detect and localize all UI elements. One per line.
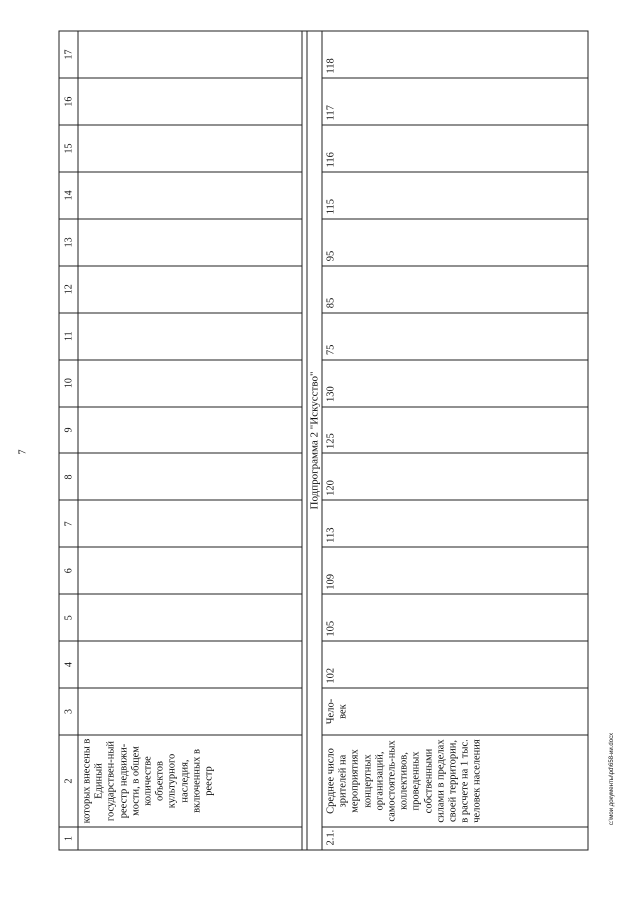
col-number: 11 bbox=[59, 312, 78, 359]
table-row bbox=[322, 31, 588, 850]
table-cell bbox=[78, 218, 302, 265]
table-cell bbox=[78, 688, 302, 735]
value-cell: 130 bbox=[322, 359, 588, 406]
unit-cell: Чело-век bbox=[322, 688, 588, 735]
table-cell bbox=[78, 500, 302, 547]
table-wrapper bbox=[58, 30, 583, 850]
indicator-name-cell: которых внесены в Единый государствен-ный реестр недвижи-мости, в общем количестве объектов культурного наследия, включенных в реестр bbox=[78, 735, 302, 827]
col-number: 7 bbox=[59, 500, 78, 547]
row-number-cell: 2.1. bbox=[322, 827, 588, 850]
indicator-name-cell: Среднее число зрителей на мероприятиях концертных организаций, самостоятель-ных коллективов, проведенных собственными силами в пределах своей территории, в расчете на 1 тыс. человек населения bbox=[322, 735, 588, 827]
table-row bbox=[78, 31, 302, 850]
indicator-table bbox=[58, 30, 583, 850]
value-cell: 117 bbox=[322, 78, 588, 125]
value-cell: 109 bbox=[322, 547, 588, 594]
table-cell bbox=[78, 78, 302, 125]
value-cell: 113 bbox=[322, 500, 588, 547]
value-cell: 120 bbox=[322, 453, 588, 500]
col-number: 12 bbox=[59, 265, 78, 312]
page-number: 7 bbox=[17, 449, 29, 455]
col-number: 3 bbox=[59, 688, 78, 735]
col-number: 2 bbox=[59, 735, 78, 827]
table-cell bbox=[78, 265, 302, 312]
col-number: 1 bbox=[59, 827, 78, 850]
value-cell: 105 bbox=[322, 594, 588, 641]
col-number: 6 bbox=[59, 547, 78, 594]
col-number: 14 bbox=[59, 171, 78, 218]
table-cell bbox=[78, 125, 302, 172]
table-cell bbox=[78, 312, 302, 359]
value-cell: 116 bbox=[322, 125, 588, 172]
value-cell: 118 bbox=[322, 31, 588, 78]
value-cell: 125 bbox=[322, 406, 588, 453]
table-cell bbox=[78, 31, 302, 78]
row-number-cell bbox=[78, 827, 302, 850]
col-number: 15 bbox=[59, 125, 78, 172]
row-separator bbox=[302, 31, 307, 850]
col-number: 4 bbox=[59, 641, 78, 688]
column-number-row bbox=[59, 31, 78, 850]
subprogram-title: Подпрограмма 2 "Искусство" bbox=[307, 31, 322, 850]
col-number: 16 bbox=[59, 78, 78, 125]
subprogram-row bbox=[307, 31, 322, 850]
value-cell: 75 bbox=[322, 312, 588, 359]
value-cell: 95 bbox=[322, 218, 588, 265]
col-number: 17 bbox=[59, 31, 78, 78]
table-cell bbox=[78, 171, 302, 218]
value-cell: 115 bbox=[322, 171, 588, 218]
table-cell bbox=[78, 594, 302, 641]
footer-file-path: c:\мои документы\pd\658-ии.docx bbox=[609, 732, 615, 826]
col-number: 8 bbox=[59, 453, 78, 500]
col-number: 5 bbox=[59, 594, 78, 641]
table-cell bbox=[78, 453, 302, 500]
table-cell bbox=[78, 641, 302, 688]
table-cell bbox=[78, 547, 302, 594]
col-number: 9 bbox=[59, 406, 78, 453]
separator-cell bbox=[302, 31, 307, 850]
value-cell: 85 bbox=[322, 265, 588, 312]
table-cell bbox=[78, 406, 302, 453]
table-cell bbox=[78, 359, 302, 406]
col-number: 13 bbox=[59, 218, 78, 265]
value-cell: 102 bbox=[322, 641, 588, 688]
col-number: 10 bbox=[59, 359, 78, 406]
